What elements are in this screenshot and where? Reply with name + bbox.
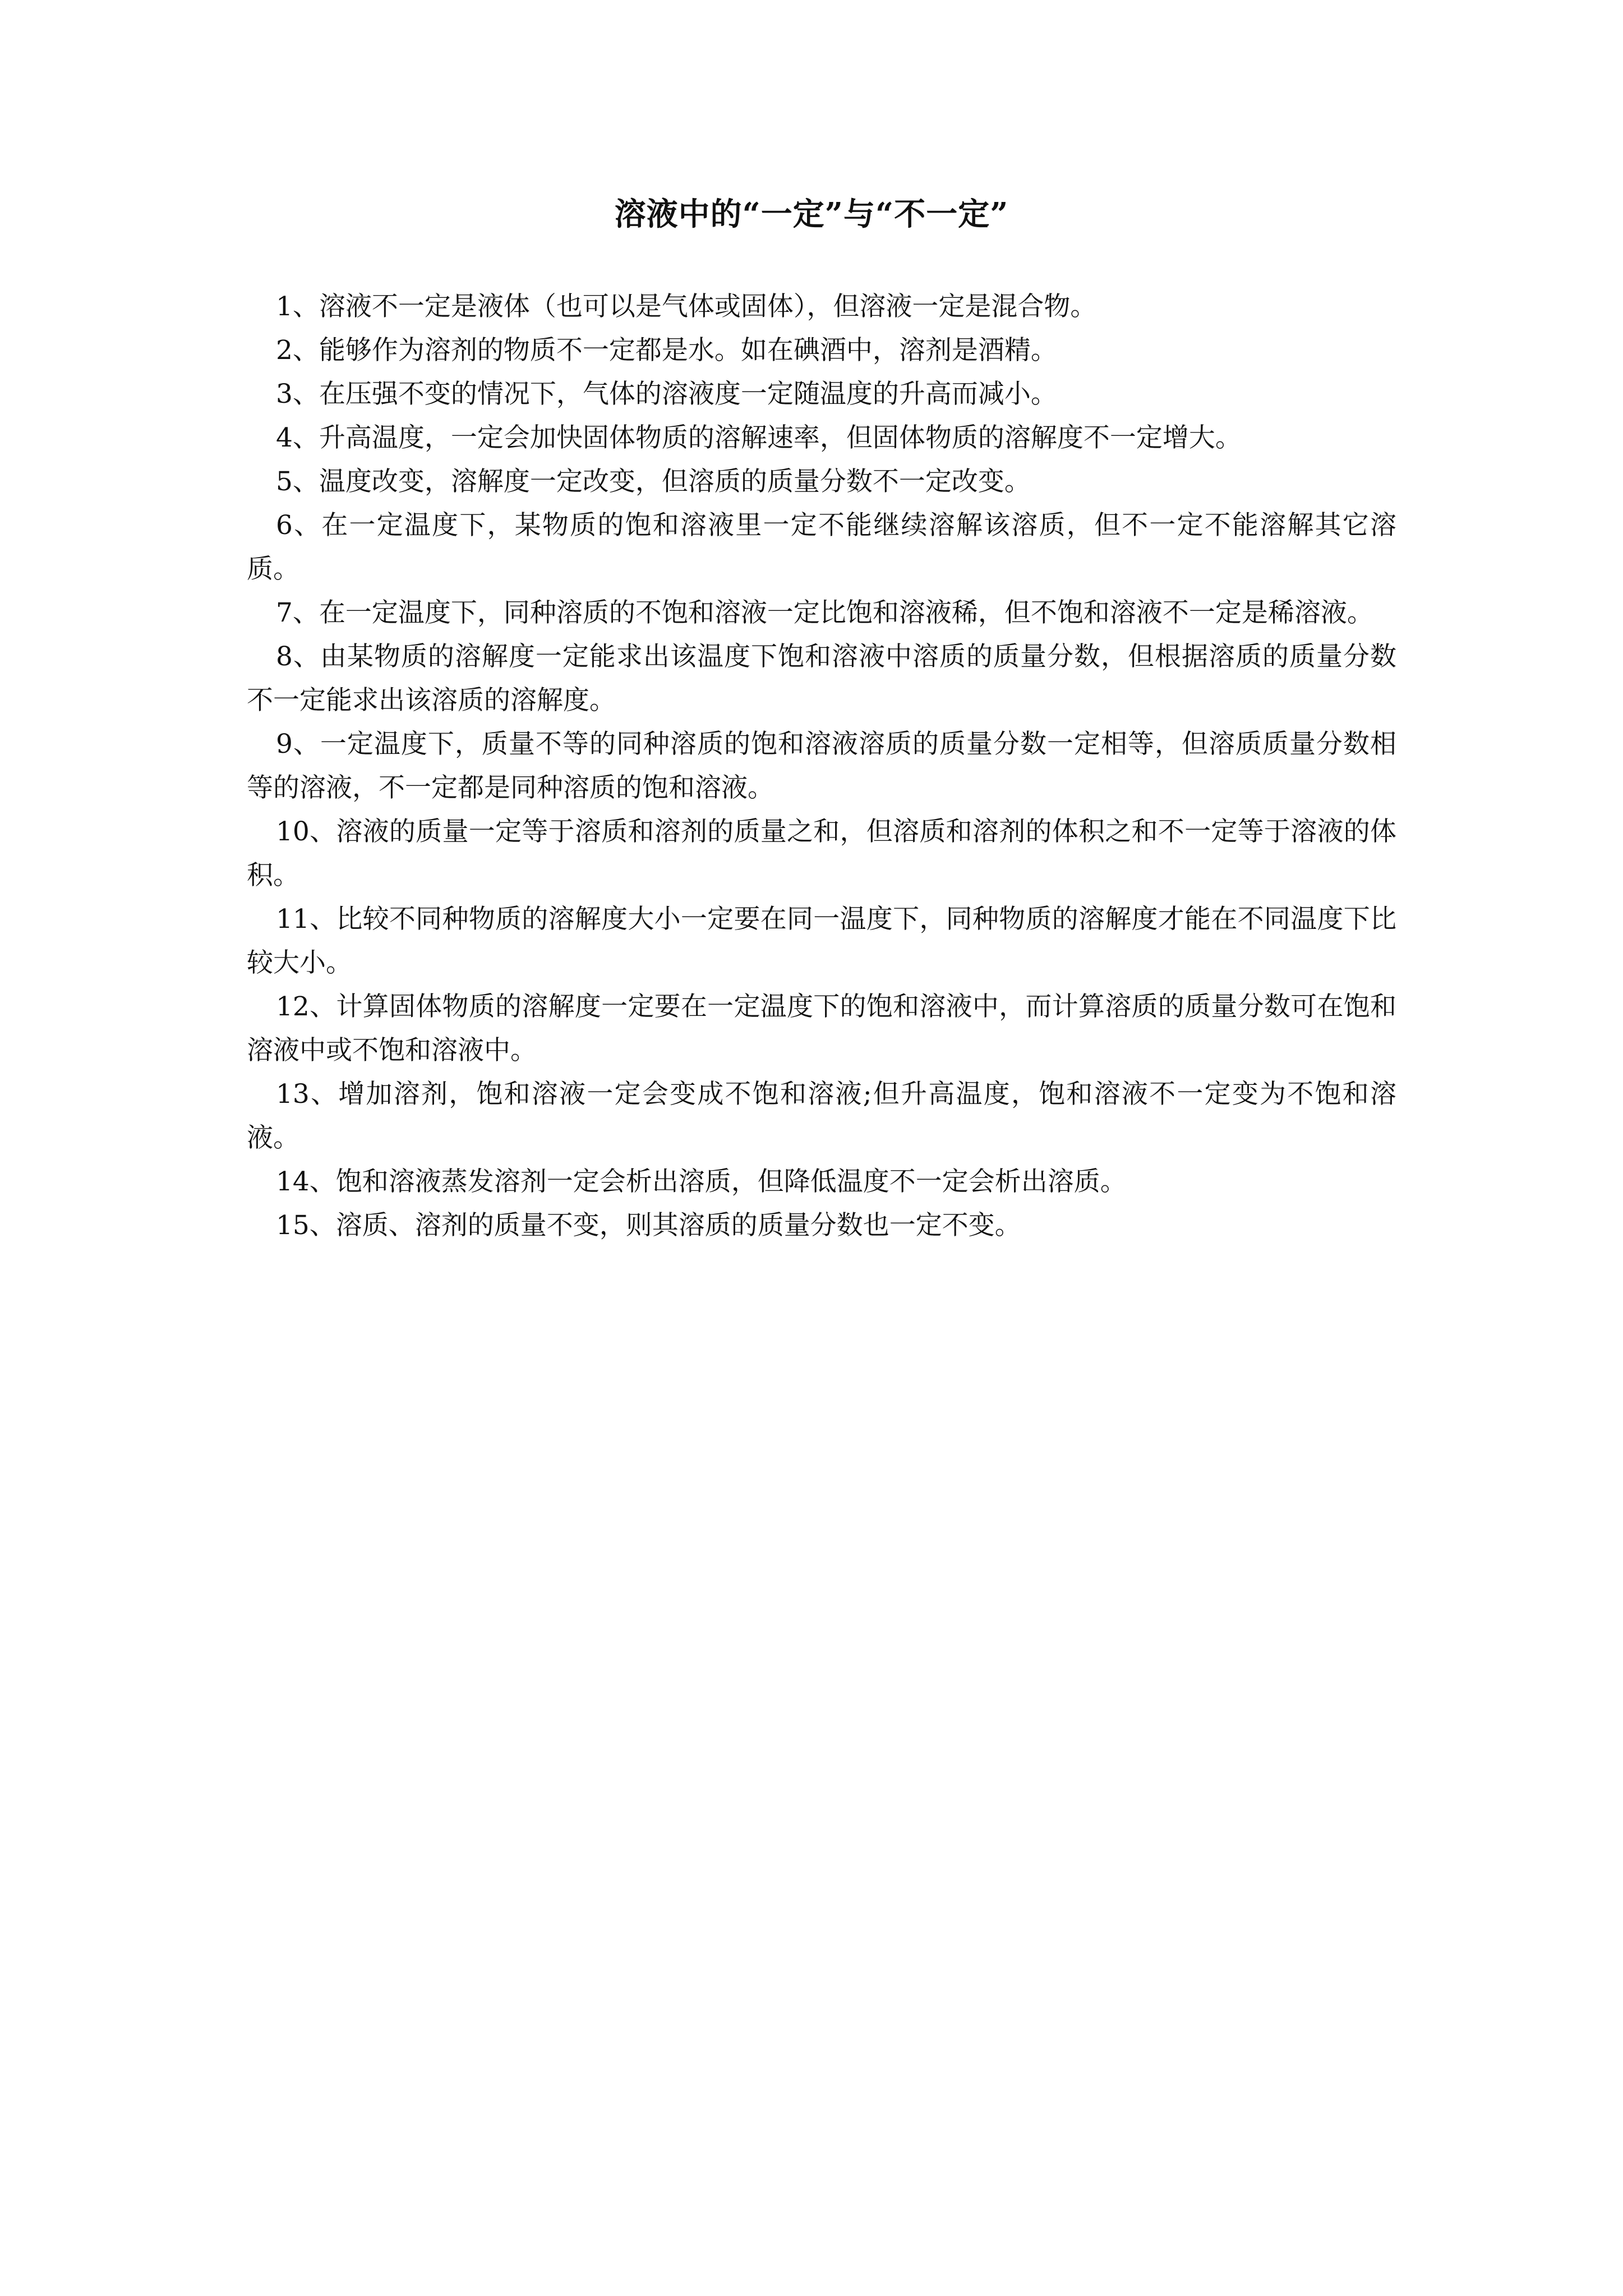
list-item: 11、比较不同种物质的溶解度大小一定要在同一温度下，同种物质的溶解度才能在不同温度下比较大小。	[247, 904, 1396, 978]
list-item: 10、溶液的质量一定等于溶质和溶剂的质量之和，但溶质和溶剂的体积之和不一定等于溶液的体积。	[247, 816, 1396, 891]
list-item: 9、一定温度下，质量不等的同种溶质的饱和溶液溶质的质量分数一定相等，但溶质质量分数相等的溶液，不一定都是同种溶质的饱和溶液。	[247, 729, 1396, 803]
list-item: 5、温度改变，溶解度一定改变，但溶质的质量分数不一定改变。	[276, 466, 1031, 497]
list-item: 3、在压强不变的情况下，气体的溶液度一定随温度的升高而减小。	[276, 379, 1057, 409]
list-item: 13、增加溶剂，饱和溶液一定会变成不饱和溶液;但升高温度，饱和溶液不一定变为不饱和溶液。	[247, 1079, 1396, 1153]
list-item: 6、在一定温度下，某物质的饱和溶液里一定不能继续溶解该溶质，但不一定不能溶解其它溶质。	[247, 510, 1396, 585]
list-item: 4、升高温度，一定会加快固体物质的溶解速率，但固体物质的溶解度不一定增大。	[276, 422, 1242, 453]
list-item: 14、饱和溶液蒸发溶剂一定会析出溶质，但降低温度不一定会析出溶质。	[276, 1166, 1127, 1197]
list-item: 8、由某物质的溶解度一定能求出该温度下饱和溶液中溶质的质量分数，但根据溶质的质量分数不一定能求出该溶质的溶解度。	[247, 641, 1396, 716]
list-item: 7、在一定温度下，同种溶质的不饱和溶液一定比饱和溶液稀，但不饱和溶液不一定是稀溶液。	[276, 597, 1373, 628]
list-item: 1、溶液不一定是液体（也可以是气体或固体），但溶液一定是混合物。	[276, 291, 1097, 322]
document-body	[247, 285, 1396, 1248]
list-item: 2、能够作为溶剂的物质不一定都是水。如在碘酒中，溶剂是酒精。	[276, 335, 1057, 366]
document-title: 溶液中的“一定”与“不一定”	[614, 196, 1009, 233]
list-item: 12、计算固体物质的溶解度一定要在一定温度下的饱和溶液中，而计算溶质的质量分数可在饱和溶液中或不饱和溶液中。	[247, 991, 1396, 1066]
list-item: 15、溶质、溶剂的质量不变，则其溶质的质量分数也一定不变。	[276, 1210, 1021, 1241]
